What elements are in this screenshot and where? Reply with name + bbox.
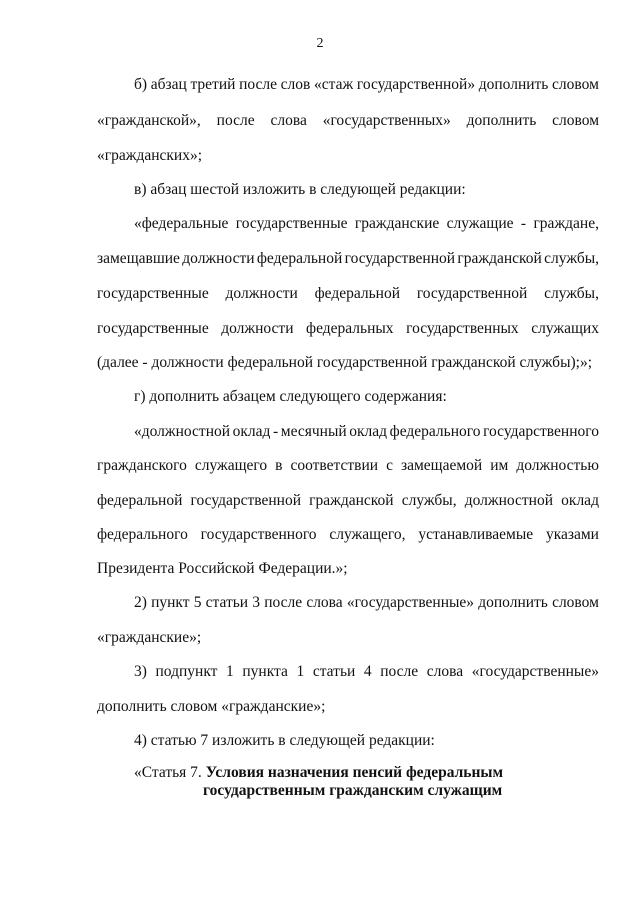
word: гражданского — [97, 457, 187, 474]
word: федерального — [97, 526, 188, 543]
text-line — [97, 492, 599, 510]
article-title-line1: Условия назначения пенсий федеральным — [205, 764, 504, 781]
word: оклад — [349, 423, 388, 440]
word: «государственные» — [346, 594, 475, 611]
word: федеральной — [256, 250, 343, 267]
word: 2) — [134, 594, 147, 611]
text-line: г) дополнить абзацем следующего содержания: — [134, 388, 447, 405]
word: словом — [552, 76, 599, 93]
text-line — [97, 320, 599, 338]
text-line — [97, 112, 599, 130]
text-line — [97, 250, 599, 268]
text-line — [134, 423, 599, 441]
word: служащих — [531, 320, 599, 337]
word: государственных — [406, 320, 519, 337]
word: после — [239, 76, 278, 93]
article-prefix: «Статья 7. — [134, 764, 202, 781]
text-line: 4) статью 7 изложить в следующей редакции: — [134, 732, 435, 749]
word: в — [275, 457, 283, 474]
word: статьи — [312, 663, 356, 680]
word: федеральной — [314, 285, 401, 302]
word: оклад — [232, 423, 271, 440]
word: «стаж — [314, 76, 354, 93]
text-line — [97, 526, 599, 544]
word: замещаемой — [400, 457, 483, 474]
word: после — [216, 112, 255, 129]
word: государственной — [190, 492, 302, 509]
word: указами — [545, 526, 599, 543]
word: «федеральные — [134, 215, 229, 232]
word: оклад — [561, 492, 599, 509]
word: государственные — [235, 215, 348, 232]
word: гражданской — [309, 492, 394, 509]
word: словом — [552, 594, 599, 611]
word: служащего — [194, 457, 268, 474]
text-line — [134, 215, 599, 233]
word: должности — [225, 285, 298, 302]
word: пункт — [151, 594, 190, 611]
word: служащего, — [329, 526, 406, 543]
word: «государственных» — [322, 112, 451, 129]
text-line: дополнить словом «гражданские»; — [97, 698, 326, 715]
word: подпункт — [155, 663, 218, 680]
word: федеральной — [97, 492, 183, 509]
word: словом — [552, 112, 599, 129]
word: государственной» — [356, 76, 476, 93]
word: службы, — [544, 285, 599, 302]
word: должностной — [464, 492, 554, 509]
word: слов — [280, 76, 311, 93]
word: государственные — [97, 285, 209, 302]
word: федерального — [389, 423, 481, 440]
word: службы, — [401, 492, 457, 509]
word: месячный — [280, 423, 347, 440]
word: «гражданской», — [97, 112, 201, 129]
word: им — [490, 457, 509, 474]
word: государственного — [483, 423, 599, 440]
article-title-line2: государственным гражданским служащим — [203, 782, 503, 799]
text-line — [97, 285, 599, 303]
word: - — [520, 215, 527, 232]
word: слова — [306, 594, 343, 611]
word: устанавливаемые — [418, 526, 534, 543]
word: государственной — [416, 285, 528, 302]
word: 4 — [363, 663, 372, 680]
word: «должностной — [134, 423, 231, 440]
word: 1 — [296, 663, 305, 680]
word: 3 — [252, 594, 261, 611]
word: должности — [182, 250, 255, 267]
text-line — [134, 76, 599, 94]
word: соответствии — [290, 457, 379, 474]
word: 1 — [226, 663, 234, 680]
word: пункта — [242, 663, 288, 680]
word: федеральных — [306, 320, 394, 337]
word: должностью — [516, 457, 599, 474]
article-heading — [134, 764, 503, 782]
word: б) — [134, 76, 148, 93]
text-line — [97, 457, 599, 475]
text-line: «гражданских»; — [97, 147, 203, 164]
word: дополнить — [478, 76, 549, 93]
text-line: в) абзац шестой изложить в следующей редакции: — [134, 181, 466, 198]
word: государственные — [97, 320, 209, 337]
word: дополнить — [466, 112, 537, 129]
word: третий — [190, 76, 236, 93]
page-number: 2 — [316, 36, 324, 51]
word: службы, — [544, 250, 599, 267]
word: служащие — [446, 215, 514, 232]
text-line — [134, 594, 599, 612]
word: государственной — [344, 250, 456, 267]
word: статьи — [205, 594, 249, 611]
word: слова — [426, 663, 464, 680]
word: «государственные» — [471, 663, 599, 680]
word: после — [264, 594, 303, 611]
word: замещавшие — [97, 250, 180, 267]
text-line: Президента Российской Федерации.»; — [97, 560, 348, 577]
word: государственного — [200, 526, 317, 543]
word: слова — [270, 112, 307, 129]
word: 3) — [134, 663, 147, 680]
word: - — [273, 423, 279, 440]
word: 5 — [193, 594, 202, 611]
word: абзац — [150, 76, 187, 93]
word: граждане, — [533, 215, 599, 232]
word: должности — [221, 320, 294, 337]
text-line: «гражданские»; — [97, 629, 202, 646]
word: с — [386, 457, 393, 474]
word: после — [380, 663, 419, 680]
text-line — [134, 663, 599, 681]
word: гражданские — [354, 215, 440, 232]
word: дополнить — [478, 594, 548, 611]
text-line: (далее - должности федеральной государственной гражданской службы);»; — [97, 354, 593, 371]
word: гражданской — [457, 250, 542, 267]
